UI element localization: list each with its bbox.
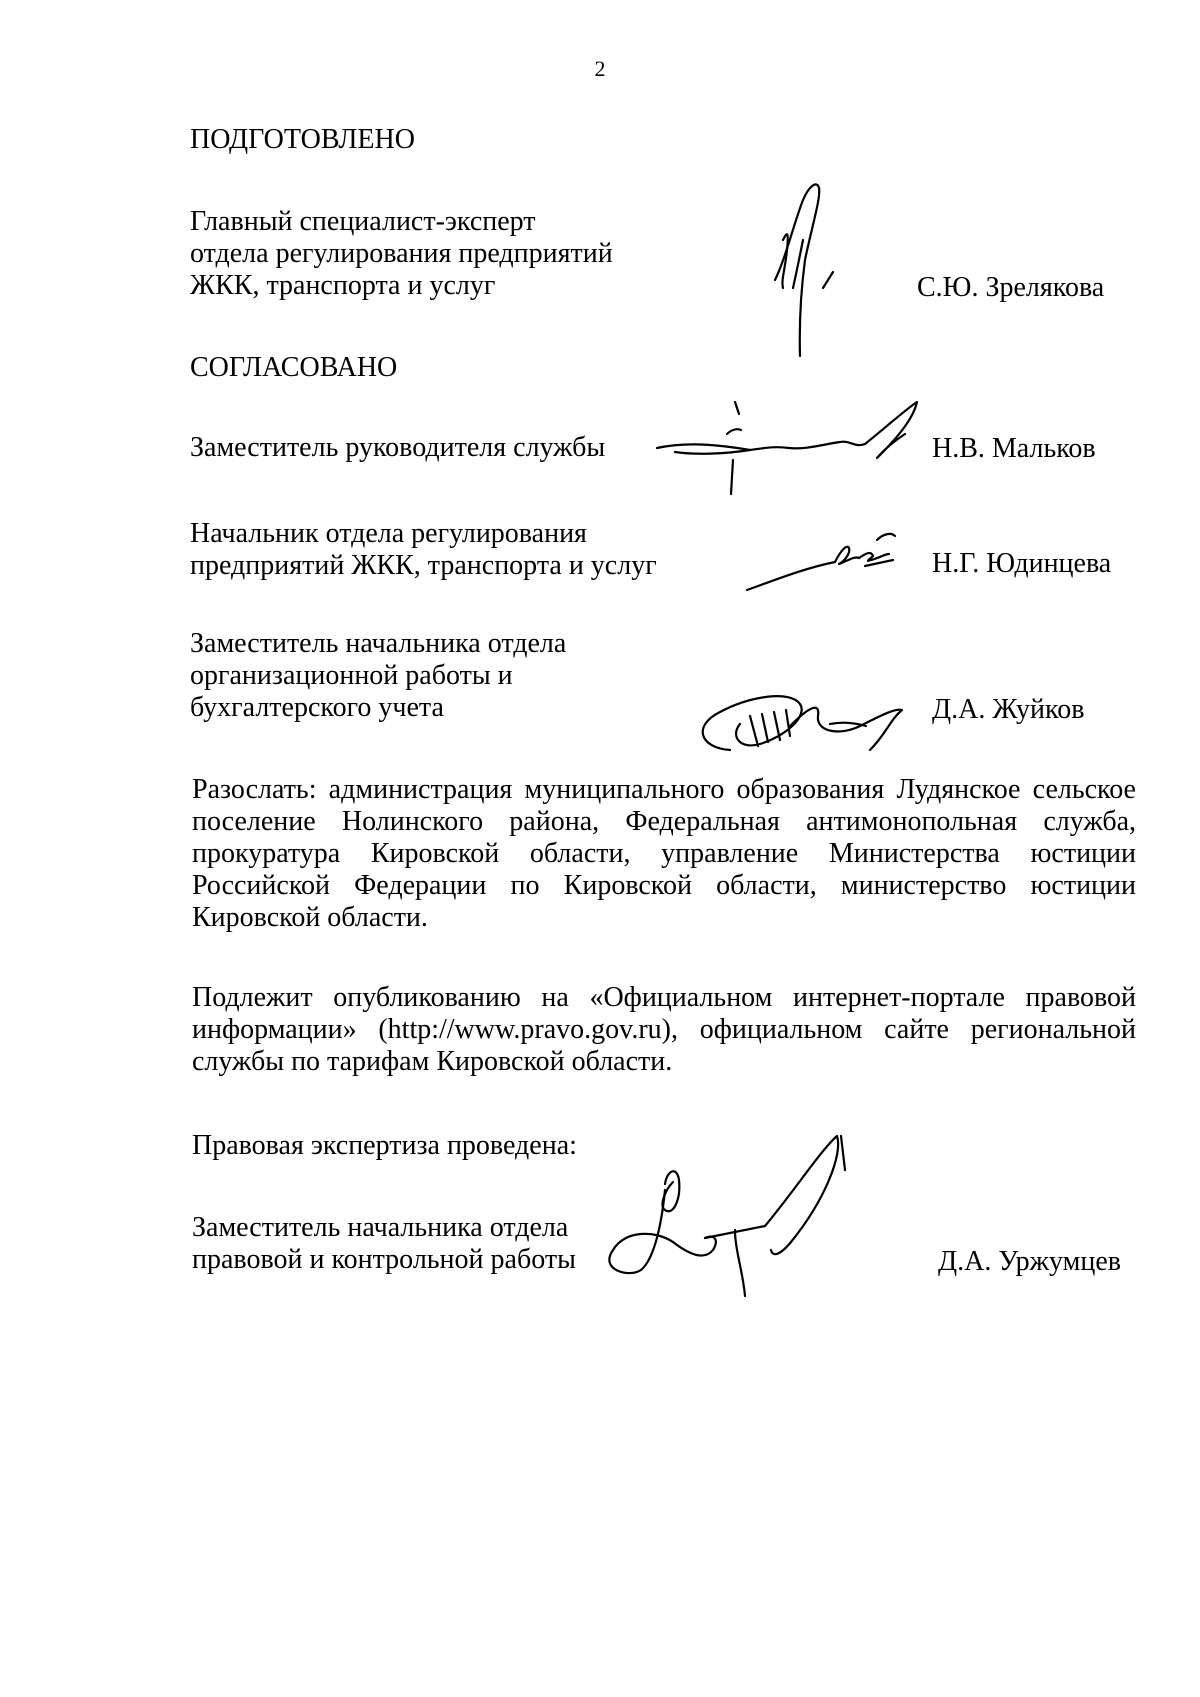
publication-line: Подлежит опубликованию на «Официальном интернет-портале правовой xyxy=(192,982,1136,1013)
publication-line: информации» (http://www.pravo.gov.ru), официальном сайте региональной xyxy=(192,1014,1136,1045)
prepared-position-line: Главный специалист-эксперт xyxy=(190,206,536,237)
legal-review-position xyxy=(192,1212,576,1276)
distribution-line: Российской Федерации по Кировской области, министерство юстиции xyxy=(192,870,1136,901)
prepared-heading: ПОДГОТОВЛЕНО xyxy=(190,124,415,155)
distribution-line: Кировской области. xyxy=(192,902,428,933)
signer-position-line: организационной работы и xyxy=(190,660,513,691)
publication-note xyxy=(192,982,1136,1078)
signature-yudintseva xyxy=(745,520,905,595)
signer-1-name: Н.В. Мальков xyxy=(932,433,1096,464)
signer-3-position xyxy=(190,628,566,724)
prepared-position-line: отдела регулирования предприятий xyxy=(190,238,613,269)
distribution-list xyxy=(192,774,1136,934)
agreed-heading: СОГЛАСОВАНО xyxy=(190,352,398,383)
signer-position-line: бухгалтерского учета xyxy=(190,692,444,723)
signer-position-line: Заместитель начальника отдела xyxy=(190,628,567,659)
legal-review-statement: Правовая экспертиза проведена: xyxy=(192,1130,577,1161)
signer-position-line: Начальник отдела регулирования xyxy=(190,518,587,549)
signature-urzhumtsev xyxy=(595,1130,850,1300)
prepared-position xyxy=(190,206,613,302)
legal-review-name: Д.А. Уржумцев xyxy=(938,1246,1122,1277)
publication-line: службы по тарифам Кировской области. xyxy=(192,1046,673,1077)
signer-3-name: Д.А. Жуйков xyxy=(932,694,1085,725)
page-number: 2 xyxy=(594,56,606,81)
signer-2-position xyxy=(190,518,657,582)
signer-position-line: предприятий ЖКК, транспорта и услуг xyxy=(190,550,657,581)
prepared-name: С.Ю. Зрелякова xyxy=(917,272,1105,303)
legal-review-position-line: правовой и контрольной работы xyxy=(192,1244,576,1275)
signature-zrelyakova xyxy=(775,180,845,360)
distribution-line: поселение Нолинского района, Федеральная антимонопольная служба, xyxy=(192,806,1136,837)
signer-2-name: Н.Г. Юдинцева xyxy=(932,548,1112,579)
prepared-position-line: ЖКК, транспорта и услуг xyxy=(190,270,496,301)
distribution-line: прокуратура Кировской области, управление Министерства юстиции xyxy=(192,838,1136,869)
signer-1-position xyxy=(190,432,605,464)
distribution-line: Разослать: администрация муниципального образования Лудянское сельское xyxy=(192,774,1136,805)
signature-malkov xyxy=(655,400,925,505)
signer-position-line: Заместитель руководителя службы xyxy=(190,432,606,463)
legal-review-position-line: Заместитель начальника отдела xyxy=(192,1212,569,1243)
signature-zhuykov xyxy=(690,676,910,756)
